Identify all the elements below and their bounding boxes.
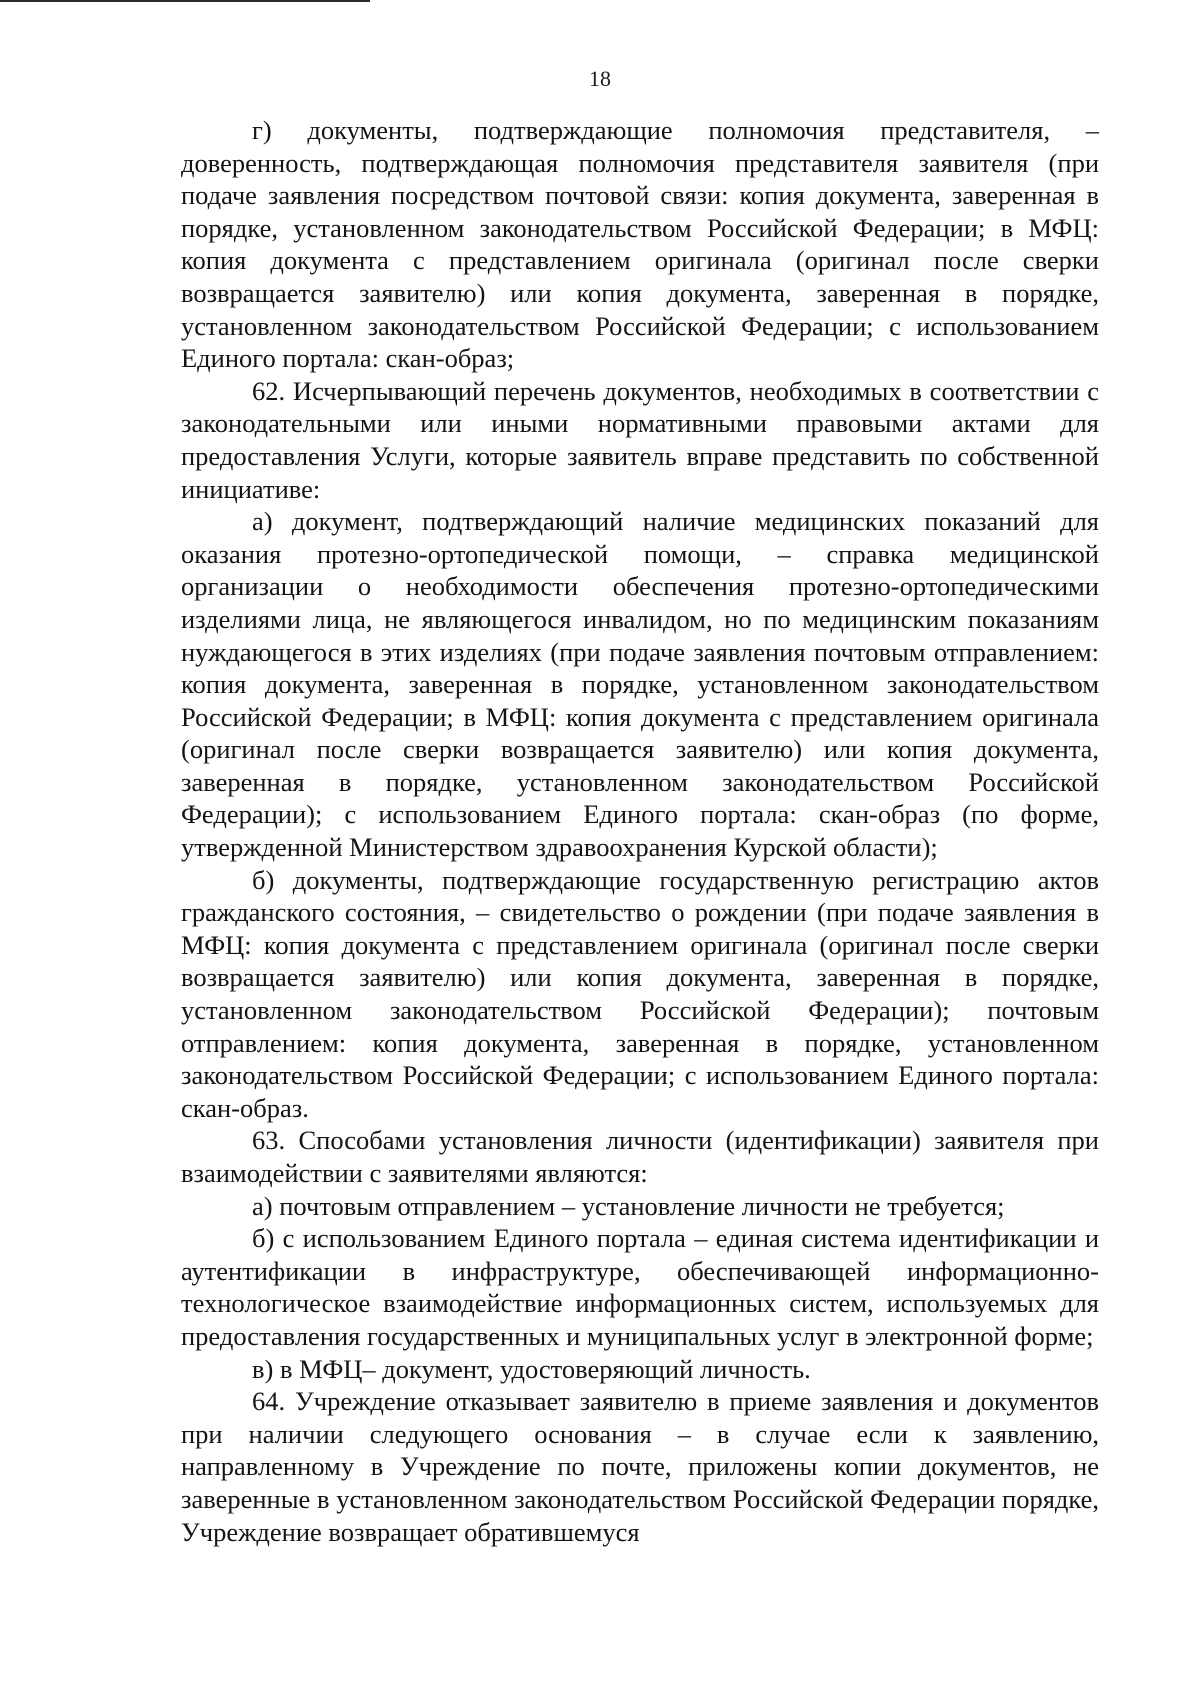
top-scan-rule xyxy=(0,0,370,2)
paragraph-62-optional-documents: 62. Исчерпывающий перечень документов, необходимых в соответствии с законодательными или иными нормативными правовыми актами для предоставления Услуги, которые заявитель вправе представить по собственной инициативе: xyxy=(181,375,1099,504)
paragraph-63b-unified-portal: б) с использованием Единого портала – единая система идентификации и аутентификации в инфраструктуре, обеспечивающей информационно-технологическое взаимодействие информационных систем, используемых для предоставления государственных и муниципальных услуг в электронной форме; xyxy=(181,1223,1099,1351)
paragraph-62a-medical-certificate: а) документ, подтверждающий наличие медицинских показаний для оказания протезно-ортопедической помощи, – справка медицинской организации о необходимости обеспечения протезно-ортопедическими изделиями лица, не являющегося инвалидом, но по медицинским показаниям нуждающегося в этих изделиях (при подаче заявления почтовым отправлением: копия документа, заверенная в порядке, установленном законодательством Российской Федерации; в МФЦ: копия документа с представлением оригинала (оригинал после сверки возвращается заявителю) или копия документа, заверенная в порядке, установленном законодательством Российской Федерации); с использованием Единого портала: скан-образ (по форме, утвержденной Министерством здравоохранения Курской области); xyxy=(181,506,1099,863)
paragraph-63c-mfc: в) в МФЦ– документ, удостоверяющий личность. xyxy=(252,1353,811,1384)
page-number: 18 xyxy=(589,66,611,91)
paragraph-g-representative-documents: г) документы, подтверждающие полномочия представителя, – доверенность, подтверждающая полномочия представителя заявителя (при подаче заявления посредством почтовой связи: копия документа, заверенная в порядке, установленном законодательством Российской Федерации; в МФЦ: копия документа с представлением оригинала (оригинал после сверки возвращается заявителю) или копия документа, заверенная в порядке, установленном законодательством Российской Федерации; с использованием Единого портала: скан-образ; xyxy=(181,115,1099,374)
paragraph-63a-postal: а) почтовым отправлением – установление личности не требуется; xyxy=(252,1190,1005,1221)
paragraph-64-refusal: 64. Учреждение отказывает заявителю в приеме заявления и документов при наличии следующего основания – в случае если к заявлению, направленному в Учреждение по почте, приложены копии документов, не заверенные в установленном законодательством Российской Федерации порядке, Учреждение возвращает обратившемуся xyxy=(181,1386,1099,1547)
paragraph-63-identification-methods: 63. Способами установления личности (идентификации) заявителя при взаимодействии с заявителями являются: xyxy=(181,1125,1099,1188)
document-body xyxy=(181,114,1099,1548)
paragraph-62b-civil-registration: б) документы, подтверждающие государственную регистрацию актов гражданского состояния, – свидетельство о рождении (при подаче заявления в МФЦ: копия документа с представлением оригинала (оригинал после сверки возвращается заявителю) или копия документа, заверенная в порядке, установленном законодательством Российской Федерации); почтовым отправлением: копия документа, заверенная в порядке, установленном законодательством Российской Федерации; с использованием Единого портала: скан-образ. xyxy=(181,864,1099,1123)
